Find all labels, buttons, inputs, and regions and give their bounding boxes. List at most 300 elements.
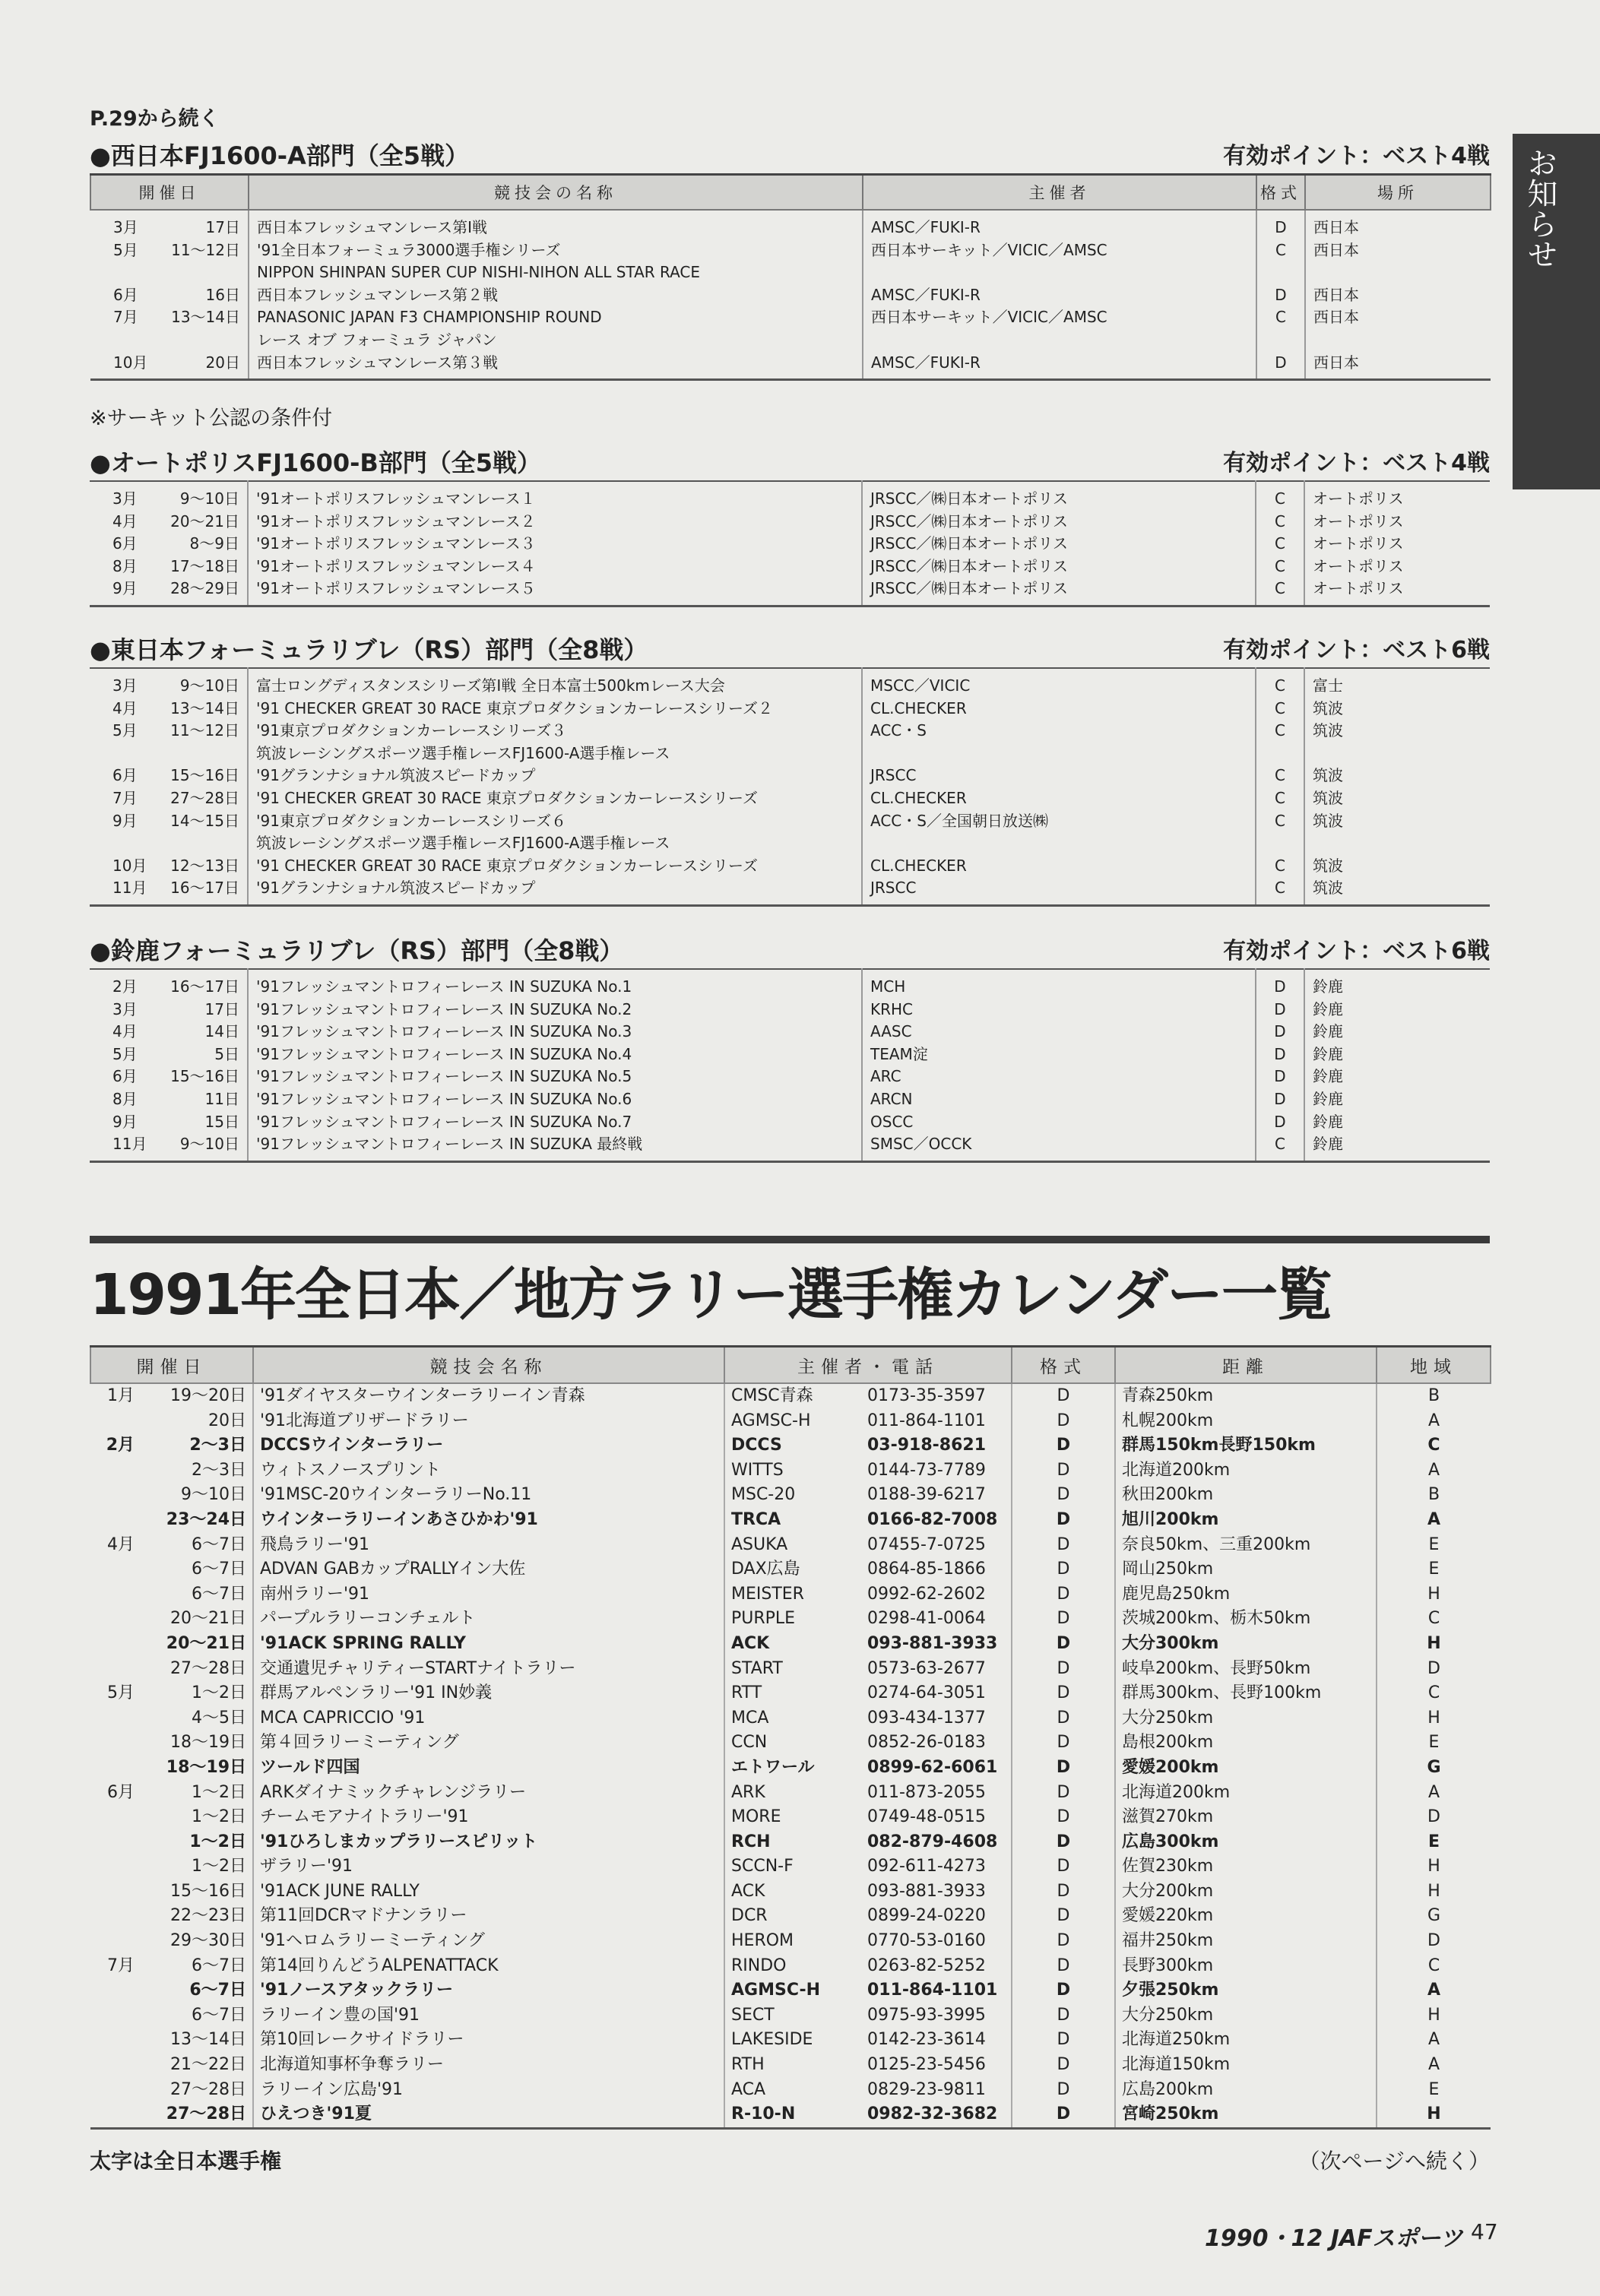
- distance: 宮崎250km: [1115, 2102, 1377, 2128]
- event-name: '91フレッシュマントロフィーレース IN SUZUKA No.1: [248, 969, 862, 999]
- event-name: 北海道知事杯争奪ラリー: [253, 2053, 724, 2078]
- venue: 鈴鹿: [1304, 1066, 1490, 1088]
- distance: 北海道200km: [1115, 1781, 1377, 1806]
- month: 3月: [112, 676, 138, 695]
- organizer: LAKESIDE: [724, 2028, 861, 2053]
- date-cell: [90, 1111, 247, 1134]
- day: 28〜29日: [170, 579, 239, 598]
- table-row: [90, 1582, 1491, 1607]
- distance: 夕張250km: [1115, 1978, 1377, 2003]
- format: D: [1012, 1607, 1115, 1632]
- format: C: [1256, 698, 1304, 720]
- table-row: [90, 1409, 1491, 1434]
- format: D: [1012, 1508, 1115, 1533]
- header-event: 競技会名称: [253, 1347, 724, 1384]
- day: 6〜7日: [192, 1956, 246, 1975]
- organizer: MSCC／VICIC: [862, 668, 1256, 698]
- table-row: [90, 698, 1490, 720]
- day: 13〜14日: [171, 308, 240, 327]
- format: D: [1012, 1854, 1115, 1880]
- region: A: [1377, 1978, 1491, 2003]
- header-event: 競技会の名称: [249, 175, 863, 211]
- day: 20〜21日: [170, 1609, 246, 1629]
- month: 8月: [112, 1089, 138, 1108]
- format: [1256, 832, 1304, 855]
- format: D: [1012, 1978, 1115, 2003]
- table-header-row: [90, 1347, 1491, 1384]
- event-name: '91フレッシュマントロフィーレース IN SUZUKA 最終戦: [248, 1133, 862, 1161]
- table-row: [90, 284, 1491, 307]
- event-name: '91フレッシュマントロフィーレース IN SUZUKA No.6: [248, 1088, 862, 1111]
- event-name: 第14回りんどうALPENATTACK: [253, 1954, 724, 1979]
- day: 22〜23日: [170, 1906, 246, 1926]
- region: H: [1377, 2102, 1491, 2128]
- organizer: MORE: [724, 1805, 861, 1830]
- venue: 鈴鹿: [1304, 1133, 1490, 1161]
- event-name: ウィトスノースプリント: [253, 1458, 724, 1484]
- region: C: [1377, 1607, 1491, 1632]
- event-name: 第４回ラリーミーティング: [253, 1731, 724, 1756]
- region: E: [1377, 1557, 1491, 1582]
- day: 5日: [214, 1044, 239, 1063]
- organizer: 西日本サーキット／VICIC／AMSC: [863, 306, 1256, 329]
- format: C: [1256, 306, 1305, 329]
- table-row: [90, 743, 1490, 765]
- format: D: [1256, 999, 1304, 1021]
- format: D: [1012, 2003, 1115, 2028]
- distance: 群馬150km長野150km: [1115, 1433, 1377, 1458]
- date-cell: [90, 239, 248, 262]
- organizer: TEAM淀: [862, 1043, 1256, 1066]
- distance: 茨城200km、栃木50km: [1115, 1607, 1377, 1632]
- venue: 筑波: [1304, 720, 1490, 743]
- format: D: [1256, 1043, 1304, 1066]
- month: [90, 1978, 141, 2003]
- month: 9月: [112, 811, 138, 830]
- table-row: [90, 210, 1491, 239]
- header-organizer: 主催者: [863, 175, 1256, 211]
- organizer: JRSCC／㈱日本オートポリス: [862, 556, 1256, 578]
- table-row: [90, 1731, 1491, 1756]
- distance: 島根200km: [1115, 1731, 1377, 1756]
- format: D: [1256, 1021, 1304, 1043]
- organizer: ARC: [862, 1066, 1256, 1088]
- format: C: [1256, 720, 1304, 743]
- table-row: [90, 1954, 1491, 1979]
- day: 16〜17日: [170, 879, 239, 898]
- date-cell: [90, 765, 247, 787]
- title-rule: [90, 1236, 1490, 1243]
- event-name: 南州ラリー'91: [253, 1582, 724, 1607]
- month: 7月: [112, 788, 138, 807]
- phone: 0144-73-7789: [867, 1460, 986, 1480]
- day: 8〜9日: [189, 534, 239, 553]
- event-name: ARKダイナミックチャレンジラリー: [253, 1781, 724, 1806]
- section-points: 有効ポイント：ベスト4戦: [1223, 143, 1490, 169]
- month: 3月: [113, 218, 138, 236]
- day: 15〜16日: [170, 766, 239, 785]
- event-name: 交通遺児チャリティーSTARTナイトラリー: [253, 1657, 724, 1682]
- distance: 大分250km: [1115, 2003, 1377, 2028]
- table-row: [90, 511, 1490, 534]
- region: E: [1377, 1533, 1491, 1558]
- event-name: NIPPON SHINPAN SUPER CUP NISHI-NIHON ALL STAR RACE: [249, 261, 863, 284]
- section-points: 有効ポイント：ベスト6戦: [1223, 938, 1490, 964]
- section-header: [90, 137, 1490, 170]
- date-cell: [90, 1021, 247, 1043]
- organizer: DCCS: [724, 1433, 861, 1458]
- date-cell: [90, 720, 247, 743]
- table-row: [90, 1904, 1491, 1929]
- region: H: [1377, 1632, 1491, 1657]
- event-name: 筑波レーシングスポーツ選手権レースFJ1600-A選手権レース: [248, 832, 862, 855]
- event-name: PANASONIC JAPAN F3 CHAMPIONSHIP ROUND: [249, 306, 863, 329]
- day: 11〜12日: [171, 240, 240, 259]
- section-table: [90, 480, 1490, 607]
- month: [90, 1607, 141, 1632]
- month: 1月: [107, 1386, 135, 1405]
- table-row: [90, 329, 1491, 352]
- event-name: 第10回レークサイドラリー: [253, 2028, 724, 2053]
- day: 15日: [204, 1112, 239, 1131]
- format: D: [1256, 284, 1305, 307]
- day: 6〜7日: [192, 2005, 246, 2025]
- table-row: [90, 1854, 1491, 1880]
- event-name: '91フレッシュマントロフィーレース IN SUZUKA No.2: [248, 999, 862, 1021]
- venue: 富士: [1304, 668, 1490, 698]
- region: C: [1377, 1681, 1491, 1706]
- date-cell: [90, 877, 247, 904]
- month: 5月: [107, 1683, 135, 1703]
- format: D: [1012, 1954, 1115, 1979]
- format: D: [1256, 1066, 1304, 1088]
- venue: [1305, 261, 1491, 284]
- day: 9〜10日: [181, 1485, 246, 1505]
- format: D: [1012, 2078, 1115, 2103]
- table-row: [90, 1756, 1491, 1781]
- date-cell: [90, 556, 247, 578]
- region: A: [1377, 2053, 1491, 2078]
- region: H: [1377, 1706, 1491, 1731]
- header-region: 地域: [1377, 1347, 1491, 1384]
- day: 21〜22日: [170, 2055, 246, 2075]
- format: D: [1256, 1111, 1304, 1134]
- event-name: '91東京プロダクションカーレースシリーズ６: [248, 810, 862, 833]
- distance: 奈良50km、三重200km: [1115, 1533, 1377, 1558]
- format: C: [1256, 668, 1304, 698]
- event-name: '91オートポリスフレッシュマンレース１: [248, 481, 862, 511]
- venue: オートポリス: [1304, 578, 1490, 606]
- format: D: [1012, 2028, 1115, 2053]
- month: [90, 1756, 141, 1781]
- region: D: [1377, 1657, 1491, 1682]
- event-name: '91オートポリスフレッシュマンレース２: [248, 511, 862, 534]
- organizer: JRSCC／㈱日本オートポリス: [862, 578, 1256, 606]
- region: E: [1377, 1731, 1491, 1756]
- event-name: '91MSC-20ウインターラリーNo.11: [253, 1483, 724, 1508]
- format: C: [1256, 810, 1304, 833]
- venue: 西日本: [1305, 210, 1491, 239]
- format: C: [1256, 556, 1304, 578]
- table-row: [90, 1978, 1491, 2003]
- month: [90, 1880, 141, 1905]
- date-cell: [90, 787, 247, 810]
- organizer: RTT: [724, 1681, 861, 1706]
- organizer: AGMSC-H: [724, 1409, 861, 1434]
- phone: 011-864-1101: [867, 1981, 998, 2000]
- day: 17日: [205, 218, 240, 236]
- venue: 筑波: [1304, 855, 1490, 878]
- venue: 鈴鹿: [1304, 969, 1490, 999]
- month: [90, 1657, 141, 1682]
- month: [90, 2003, 141, 2028]
- region: H: [1377, 1582, 1491, 1607]
- table-row: [90, 1632, 1491, 1657]
- venue: オートポリス: [1304, 481, 1490, 511]
- organizer: MCA: [724, 1706, 861, 1731]
- month: 8月: [112, 556, 138, 575]
- format: C: [1256, 481, 1304, 511]
- day: 1〜2日: [189, 1832, 246, 1851]
- day: 17〜18日: [170, 556, 239, 575]
- format: D: [1012, 1657, 1115, 1682]
- format: D: [1012, 1830, 1115, 1855]
- date-cell: [90, 352, 248, 379]
- continued-note: （次ページへ続く）: [1298, 2149, 1490, 2174]
- format: D: [1012, 1805, 1115, 1830]
- table-row: [90, 2028, 1491, 2053]
- day: 13〜14日: [170, 698, 239, 717]
- format: [1256, 329, 1305, 352]
- day: 19〜20日: [170, 1386, 246, 1405]
- rally-calendar-table: [90, 1345, 1491, 2130]
- venue: オートポリス: [1304, 511, 1490, 534]
- month: [90, 1508, 141, 1533]
- month: 4月: [112, 698, 138, 717]
- date-cell: [90, 855, 247, 878]
- organizer: エトワール: [724, 1756, 861, 1781]
- date-cell: [90, 533, 247, 556]
- distance: 佐賀230km: [1115, 1854, 1377, 1880]
- distance: 北海道250km: [1115, 2028, 1377, 2053]
- day: 20日: [205, 353, 240, 372]
- continued-from-note: P.29から続く: [90, 107, 220, 131]
- table-row: [90, 2102, 1491, 2128]
- organizer: AMSC／FUKI-R: [863, 210, 1256, 239]
- format: D: [1012, 1632, 1115, 1657]
- region: A: [1377, 2028, 1491, 2053]
- table-row: [90, 352, 1491, 380]
- day: 27〜28日: [170, 788, 239, 807]
- region: H: [1377, 2003, 1491, 2028]
- table-row: [90, 1021, 1490, 1043]
- format: [1256, 261, 1305, 284]
- venue: 筑波: [1304, 810, 1490, 833]
- day: 6〜7日: [189, 1981, 246, 2000]
- event-name: ツールド四国: [253, 1756, 724, 1781]
- format: C: [1256, 1133, 1304, 1161]
- event-name: パープルラリーコンチェルト: [253, 1607, 724, 1632]
- event-name: '91ノースアタックラリー: [253, 1978, 724, 2003]
- date-cell: [90, 669, 247, 698]
- organizer: ACA: [724, 2078, 861, 2103]
- month: 4月: [107, 1534, 135, 1554]
- month: 4月: [112, 1022, 138, 1041]
- event-name: '91全日本フォーミュラ3000選手権シリーズ: [249, 239, 863, 262]
- month: 5月: [113, 240, 138, 259]
- month: [90, 1731, 141, 1756]
- organizer: KRHC: [862, 999, 1256, 1021]
- event-name: '91ダイヤスターウインターラリーイン青森: [253, 1383, 724, 1409]
- region: A: [1377, 1781, 1491, 1806]
- format: [1256, 743, 1304, 765]
- organizer: JRSCC／㈱日本オートポリス: [862, 481, 1256, 511]
- venue: 鈴鹿: [1304, 1021, 1490, 1043]
- phone: 0770-53-0160: [867, 1931, 986, 1951]
- region: A: [1377, 1458, 1491, 1484]
- table-row: [90, 533, 1490, 556]
- event-name: DCCSウインターラリー: [253, 1433, 724, 1458]
- table-row: [90, 1706, 1491, 1731]
- event-name: '91 CHECKER GREAT 30 RACE 東京プロダクションカーレースシリーズ２: [248, 698, 862, 720]
- date-cell: [90, 578, 247, 605]
- venue: 西日本: [1305, 239, 1491, 262]
- format: D: [1256, 969, 1304, 999]
- table-row: [90, 832, 1490, 855]
- date-cell: [90, 306, 248, 329]
- table-row: [90, 239, 1491, 262]
- month: [90, 2102, 141, 2128]
- month: [90, 2028, 141, 2053]
- phone: 0173-35-3597: [867, 1386, 986, 1405]
- organizer: [863, 261, 1256, 284]
- distance: 北海道200km: [1115, 1458, 1377, 1484]
- bold-legend-note: 太字は全日本選手権: [90, 2149, 282, 2174]
- region: C: [1377, 1433, 1491, 1458]
- format: D: [1012, 1781, 1115, 1806]
- month: 9月: [112, 579, 138, 598]
- day: 16日: [205, 285, 240, 304]
- organizer: RCH: [724, 1830, 861, 1855]
- event-name: '91フレッシュマントロフィーレース IN SUZUKA No.5: [248, 1066, 862, 1088]
- organizer: OSCC: [862, 1111, 1256, 1134]
- event-name: ラリーイン広島'91: [253, 2078, 724, 2103]
- distance: 長野300km: [1115, 1954, 1377, 1979]
- event-name: 第11回DCRマドナンラリー: [253, 1904, 724, 1929]
- month: 5月: [112, 721, 138, 740]
- day: 2〜3日: [189, 1436, 246, 1455]
- day: 1〜2日: [192, 1683, 246, 1703]
- month: 11月: [112, 879, 147, 898]
- section-header: [90, 631, 1490, 664]
- organizer: CL.CHECKER: [862, 698, 1256, 720]
- event-name: '91ヘロムラリーミーティング: [253, 1929, 724, 1954]
- month: 6月: [113, 285, 138, 304]
- table-row: [90, 261, 1491, 284]
- distance: 鹿児島250km: [1115, 1582, 1377, 1607]
- region: E: [1377, 2078, 1491, 2103]
- format: D: [1256, 352, 1305, 380]
- side-index-tab: [1513, 134, 1600, 489]
- format: C: [1256, 578, 1304, 606]
- phone: 093-881-3933: [867, 1881, 986, 1901]
- organizer: HEROM: [724, 1929, 861, 1954]
- event-name: '91 CHECKER GREAT 30 RACE 東京プロダクションカーレースシリーズ: [248, 787, 862, 810]
- table-row: [90, 1805, 1491, 1830]
- date-cell: [90, 1133, 247, 1161]
- organizer: TRCA: [724, 1508, 861, 1533]
- region: C: [1377, 1954, 1491, 1979]
- day: 20〜21日: [166, 1633, 246, 1653]
- format: D: [1012, 1483, 1115, 1508]
- organizer: SECT: [724, 2003, 861, 2028]
- phone: 03-918-8621: [867, 1436, 987, 1455]
- format: D: [1012, 1383, 1115, 1409]
- phone: 0982-32-3682: [867, 2104, 998, 2124]
- format: C: [1256, 239, 1305, 262]
- organizer: CMSC青森: [724, 1383, 861, 1409]
- format: D: [1256, 210, 1305, 239]
- day: 23〜24日: [166, 1509, 246, 1529]
- date-cell: [90, 284, 248, 307]
- month: 6月: [112, 1067, 138, 1086]
- format: C: [1256, 877, 1304, 905]
- section-table: [90, 173, 1491, 381]
- page-number: 47: [1471, 2219, 1498, 2244]
- phone: 0899-62-6061: [867, 1757, 998, 1777]
- format: D: [1012, 1433, 1115, 1458]
- table-row: [90, 1781, 1491, 1806]
- phone: 011-873-2055: [867, 1782, 986, 1802]
- day: 20日: [208, 1411, 246, 1430]
- day: 2〜3日: [192, 1460, 246, 1480]
- venue: [1304, 743, 1490, 765]
- phone: 0829-23-9811: [867, 2079, 986, 2099]
- format: C: [1256, 511, 1304, 534]
- organizer: MEISTER: [724, 1582, 861, 1607]
- distance: 広島300km: [1115, 1830, 1377, 1855]
- venue: 筑波: [1304, 787, 1490, 810]
- organizer: DAX広島: [724, 1557, 861, 1582]
- distance: 大分200km: [1115, 1880, 1377, 1905]
- day: 1〜2日: [192, 1807, 246, 1827]
- region: H: [1377, 1854, 1491, 1880]
- section-note: ※サーキット公認の条件付: [90, 407, 333, 430]
- venue: 西日本: [1305, 306, 1491, 329]
- distance: 岐阜200km、長野50km: [1115, 1657, 1377, 1682]
- day: 17日: [204, 999, 239, 1018]
- event-name: 富士ロングディスタンスシリーズ第Ⅰ戦 全日本富士500kmレース大会: [248, 668, 862, 698]
- organizer: ACK: [724, 1632, 861, 1657]
- format: D: [1012, 2102, 1115, 2128]
- venue: 鈴鹿: [1304, 1111, 1490, 1134]
- event-name: '91フレッシュマントロフィーレース IN SUZUKA No.3: [248, 1021, 862, 1043]
- distance: 滋賀270km: [1115, 1805, 1377, 1830]
- phone: 0899-24-0220: [867, 1906, 986, 1926]
- event-name: チームモアナイトラリー'91: [253, 1805, 724, 1830]
- region: D: [1377, 1929, 1491, 1954]
- date-cell: [90, 211, 248, 239]
- table-row: [90, 1607, 1491, 1632]
- phone: 093-881-3933: [867, 1633, 998, 1653]
- venue: 鈴鹿: [1304, 1043, 1490, 1066]
- format: D: [1012, 1582, 1115, 1607]
- event-name: ラリーイン豊の国'91: [253, 2003, 724, 2028]
- region: G: [1377, 1904, 1491, 1929]
- organizer: ASUKA: [724, 1533, 861, 1558]
- month: 11月: [112, 1135, 147, 1154]
- month: 10月: [113, 353, 148, 372]
